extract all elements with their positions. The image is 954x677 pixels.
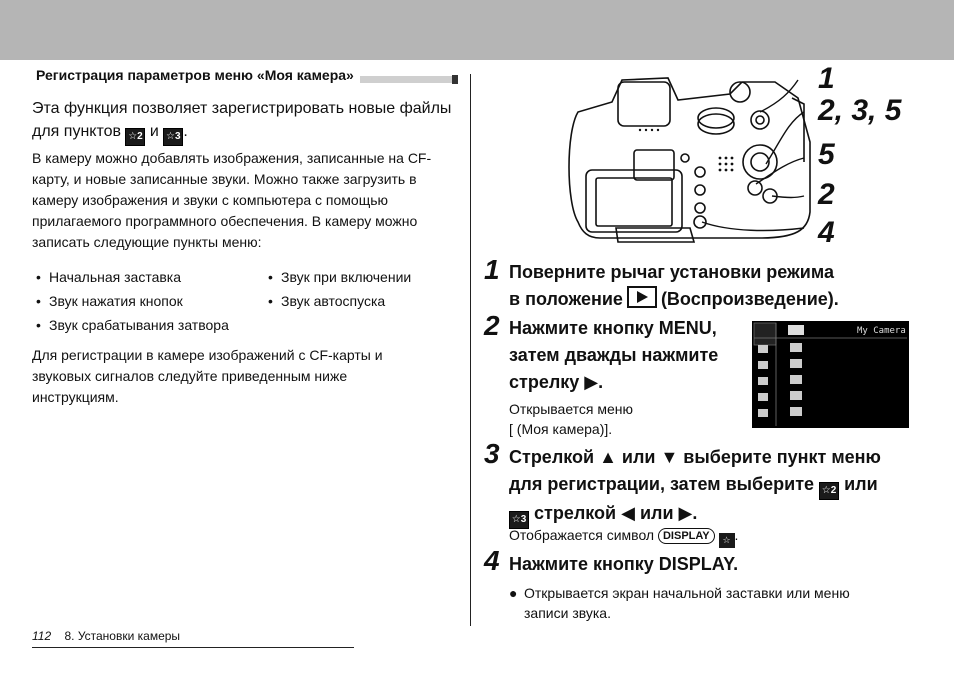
callout-5: 5 xyxy=(818,138,835,171)
step-1-number: 1 xyxy=(484,254,500,285)
callout-2: 2 xyxy=(818,178,835,211)
page-footer xyxy=(32,629,180,643)
description-paragraph: В камеру можно добавлять изображения, записанные на CF-карту, и новые записанные звуки. Можно также загрузить в камеру изображения и звуки с компьютера с помощью прилагаемого программного обеспечения. В камеру можно записать следующие пункты меню: xyxy=(32,150,432,250)
step-3-text: Стрелкой ▲ или ▼ выберите пункт меню для регистрации, затем выберите ☆2 или ☆3 стрелкой ◀ или ▶. xyxy=(509,444,909,529)
my-camera-icon-3: ☆3 xyxy=(509,511,529,529)
page-number: 112 xyxy=(32,629,52,643)
step-3-number: 3 xyxy=(484,438,500,469)
step-4-text: Нажмите кнопку DISPLAY. xyxy=(509,554,739,574)
step-3-note: Отображается символ DISPLAY ☆ . xyxy=(509,525,738,548)
menu-screen-graphic xyxy=(752,321,909,428)
step-2-number: 2 xyxy=(484,310,500,341)
my-camera-icon-3: ☆3 xyxy=(163,128,183,146)
display-badge: DISPLAY xyxy=(658,528,715,544)
chapter-name: 8. Установки камеры xyxy=(64,629,181,643)
menu-screen-title: My Camera xyxy=(857,326,906,336)
instructions-paragraph: Для регистрации в камере изображений с CF-карты и звуковых сигналов следуйте приведенным ниже инструкциям. xyxy=(32,347,383,405)
callout-1: 1 xyxy=(818,62,835,95)
my-camera-menu-screen xyxy=(752,321,909,428)
my-camera-icon: ☆ xyxy=(719,533,735,548)
footer-rule xyxy=(32,647,354,648)
list-item: • Звук автоспуска xyxy=(268,289,385,313)
my-camera-icon-2: ☆2 xyxy=(125,128,145,146)
header-bar xyxy=(0,0,954,60)
step-4-note: ● Открывается экран начальной заставки или меню записи звука. xyxy=(509,585,850,621)
list-item: • Звук нажатия кнопок xyxy=(36,289,183,313)
list-item: • Звук при включении xyxy=(268,265,411,289)
callout-2-3-5: 2, 3, 5 xyxy=(818,94,902,127)
intro-text: Эта функция позволяет зарегистрировать новые файлы для пунктов ☆2 и ☆3 . xyxy=(32,97,452,146)
section-title: Регистрация параметров меню «Моя камера» xyxy=(36,67,456,83)
list-item: • Звук срабатывания затвора xyxy=(36,313,229,337)
camera-back-illustration xyxy=(560,72,820,244)
bullet-dot-icon: ● xyxy=(509,585,518,601)
playback-icon xyxy=(627,286,657,308)
step-1-text: Поверните рычаг установки режима в положение (Воспроизведение). xyxy=(509,262,839,309)
column-divider xyxy=(470,74,471,626)
step-2-note: Открывается меню [ (Моя камера)]. xyxy=(509,401,634,437)
list-item: • Начальная заставка xyxy=(36,265,181,289)
step-2-text: Нажмите кнопку MENU, затем дважды нажмите стрелку ▶. xyxy=(509,318,719,392)
step-4-number: 4 xyxy=(484,545,500,576)
callout-4: 4 xyxy=(818,216,835,249)
my-camera-icon-2: ☆2 xyxy=(819,482,839,500)
